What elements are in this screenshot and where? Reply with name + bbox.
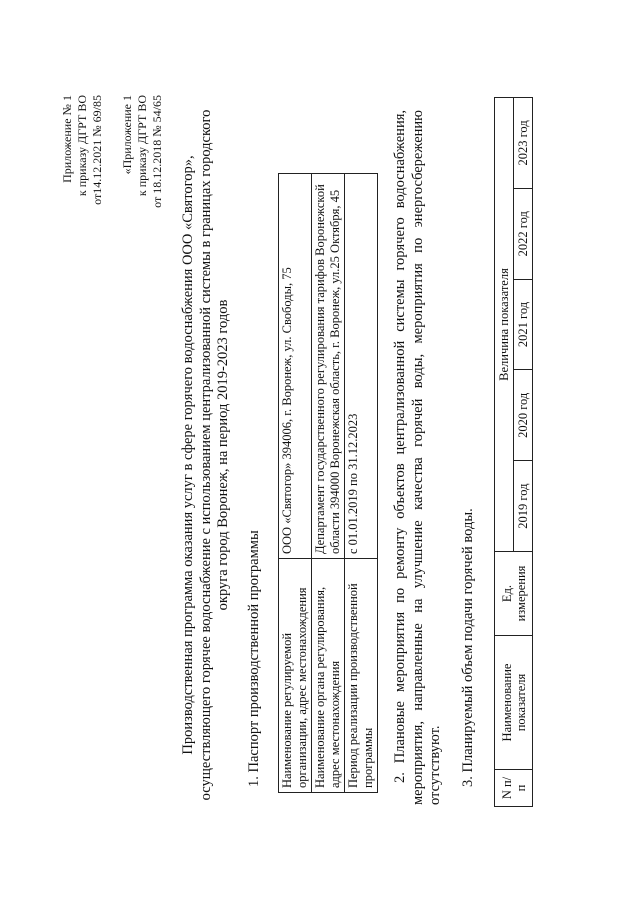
year-header: 2020 год	[514, 370, 533, 461]
passport-value: с 01.01.2019 по 31.12.2023	[345, 174, 378, 559]
title-line: округа город Воронеж, на период 2019-2023 годов	[215, 299, 231, 611]
passport-key: Период реализации производственной программы	[345, 559, 378, 793]
table-row	[312, 174, 345, 793]
appendix-line: к приказу ДГРТ ВО	[75, 95, 89, 197]
year-header: 2019 год	[514, 461, 533, 552]
appendix-line: к приказу ДГРТ ВО	[135, 95, 149, 197]
passport-key: Наименование органа регулирования, адрес местонахождения	[312, 559, 345, 793]
appendix-line: от 18.12.2018 № 54/65	[150, 95, 164, 208]
indicators-table	[494, 97, 533, 807]
table-header-row	[495, 98, 514, 807]
appendix-line: Приложение № 1	[60, 95, 74, 183]
document-title	[180, 105, 233, 805]
section-1-title: 1. Паспорт производственной программы	[246, 530, 262, 787]
passport-key: Наименование регулируемой организации, адрес местонахождения	[279, 559, 312, 793]
col-number-header: N п/п	[495, 770, 533, 807]
year-header: 2023 год	[514, 98, 533, 189]
passport-value: ООО «Святогор» 394006, г. Воронеж, ул. Свободы, 75	[279, 174, 312, 559]
title-line: Производственная программа оказания услуг в сфере горячего водоснабжения ООО «Святогор»,	[180, 155, 196, 755]
section-2-body: 2. Плановые мероприятия по ремонту объектов централизованной системы горячего водоснабжения, мероприятия, направленные на улучшение качества горячей воды, мероприятия по энергосбережению отсутствуют.	[392, 110, 443, 805]
col-values-header: Величина показателя	[495, 98, 514, 552]
year-header: 2021 год	[514, 279, 533, 370]
year-header: 2022 год	[514, 188, 533, 279]
col-unit-header: Ед. измерения	[495, 552, 533, 636]
appendix-line: «Приложение 1	[120, 95, 134, 175]
title-line: осуществляющего горячее водоснабжение с использованием централизованной системы в границах городского	[197, 109, 214, 801]
passport-value: Департамент государственного регулирования тарифов Воронежской области 394000 Воронежская область, г. Воронеж, ул.25 Октября, 45	[312, 174, 345, 559]
table-row	[345, 174, 378, 793]
section-3-title: 3. Планируемый объем подачи горячей воды.	[460, 508, 476, 787]
appendix-line: от14.12.2021 № 69/85	[90, 95, 104, 205]
col-name-header: Наименование показателя	[495, 636, 533, 770]
section-2-text	[392, 110, 445, 805]
passport-table	[278, 173, 378, 793]
appendix-note-original	[120, 95, 165, 208]
appendix-note-current	[60, 95, 105, 205]
table-row	[279, 174, 312, 793]
